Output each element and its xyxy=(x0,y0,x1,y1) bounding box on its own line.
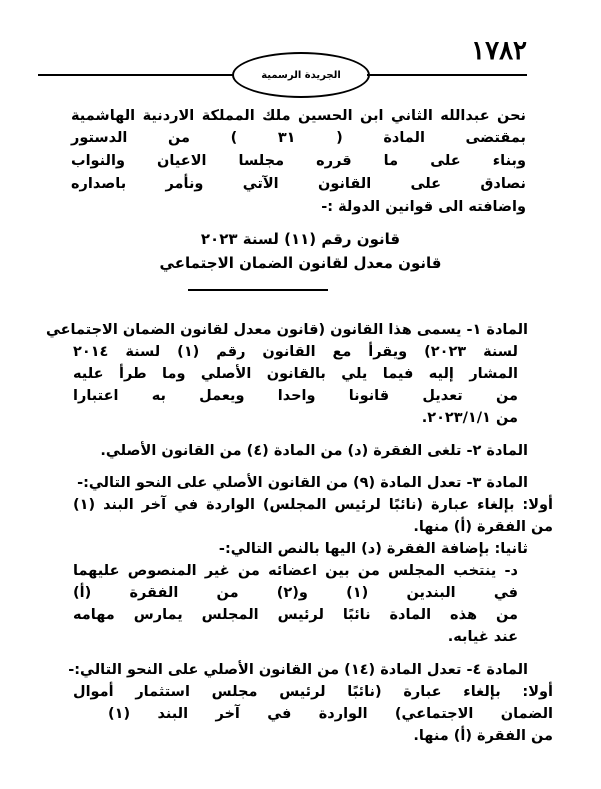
intro-line: نحن عبدالله الثاني ابن الحسين ملك المملكة الاردنية الهاشمية xyxy=(71,108,526,124)
header-rule-right xyxy=(367,74,527,76)
article-4-item: من الفقرة (أ) منها. xyxy=(413,728,553,744)
article-3-heading: المادة ٣- تعدل المادة (٩) من القانون الأصلي على النحو التالي:- xyxy=(77,475,528,491)
article-1-line: من تعديل قانونا واحدا ويعمل به اعتبارا xyxy=(73,388,518,404)
intro-line: نصادق على القانون الآتي ونأمر باصداره xyxy=(71,176,526,192)
article-3-item: من الفقرة (أ) منها. xyxy=(413,519,553,535)
law-number: قانون رقم (١١) لسنة ٢٠٢٣ xyxy=(200,230,401,248)
article-1-line: من ٢٠٢٣/١/١. xyxy=(421,410,518,426)
gazette-label: الجريدة الرسمية xyxy=(261,69,341,81)
article-4-item: الضمان الاجتماعي) الواردة في آخر البند (١) xyxy=(108,706,553,722)
article-3-para-d: من هذه المادة نائبًا لرئيس المجلس يمارس مهامه xyxy=(73,607,518,623)
article-3-item: ثانيا: بإضافة الفقرة (د) اليها بالنص التالي:- xyxy=(218,541,528,557)
page-number: ١٧٨٢ xyxy=(471,36,527,66)
article-2: المادة ٢- تلغى الفقرة (د) من المادة (٤) من القانون الأصلي. xyxy=(100,443,528,459)
article-4-item: أولا: بإلغاء عبارة (نائبًا لرئيس مجلس استثمار أموال xyxy=(73,684,553,700)
intro-line: وبناء على ما قرره مجلسا الاعيان والنواب xyxy=(71,153,526,169)
article-1-line: المادة ١- يسمى هذا القانون (قانون معدل لقانون الضمان الاجتماعي xyxy=(45,322,528,338)
header-rule-left xyxy=(38,74,234,76)
gazette-label-oval xyxy=(232,52,370,98)
law-name: قانون معدل لقانون الضمان الاجتماعي xyxy=(159,254,442,272)
intro-line: بمقتضى المادة ( ٣١ ) من الدستور xyxy=(71,130,526,146)
intro-line: واضافته الى قوانين الدولة :- xyxy=(321,199,526,215)
article-3-item: أولا: بإلغاء عبارة (نائبًا لرئيس المجلس) الواردة في آخر البند (١) xyxy=(73,497,553,513)
article-1-line: لسنة ٢٠٢٣) ويقرأ مع القانون رقم (١) لسنة ٢٠١٤ xyxy=(73,344,518,360)
article-3-para-d: في البندين (١) و(٢) من الفقرة (أ) xyxy=(73,585,518,601)
title-divider xyxy=(188,289,328,291)
article-1-line: المشار إليه فيما يلي بالقانون الأصلي وما طرأ عليه xyxy=(73,366,518,382)
article-4-heading: المادة ٤- تعدل المادة (١٤) من القانون الأصلي على النحو التالي:- xyxy=(68,662,528,678)
article-3-para-d: د- ينتخب المجلس من بين اعضائه من غير المنصوص عليهما xyxy=(73,563,518,579)
article-3-para-d: عند غيابه. xyxy=(447,629,518,645)
